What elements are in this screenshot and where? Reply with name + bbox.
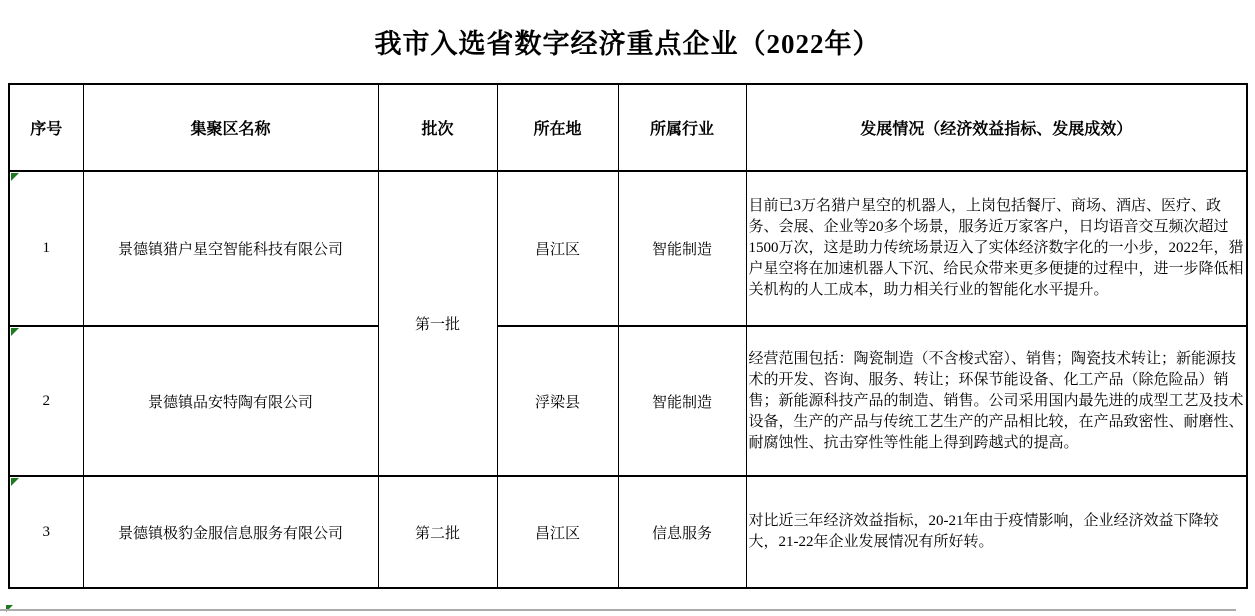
- cell-company-name: 景德镇猎户星空智能科技有限公司: [83, 171, 378, 326]
- cell-batch-merged: 第一批: [378, 171, 497, 476]
- cell-company-name: 景德镇品安特陶有限公司: [83, 326, 378, 476]
- header-industry: 所属行业: [618, 84, 746, 171]
- enterprise-table: [8, 83, 1248, 589]
- excel-error-indicator-icon: [11, 173, 19, 181]
- header-serial-number: 序号: [9, 84, 83, 171]
- header-location: 所在地: [497, 84, 618, 171]
- page-title: 我市入选省数字经济重点企业（2022年）: [374, 29, 881, 59]
- serial-number-text: 3: [42, 523, 50, 540]
- cell-company-name: 景德镇极豹金服信息服务有限公司: [83, 476, 378, 588]
- cropped-next-row-line: [0, 609, 1236, 611]
- cell-development: 对比近三年经济效益指标，20-21年由于疫情影响，企业经济效益下降较大，21-22年企业发展情况有所好转。: [746, 476, 1247, 588]
- header-cluster-name: 集聚区名称: [83, 84, 378, 171]
- cell-industry: 智能制造: [618, 326, 746, 476]
- cell-development: 目前已3万名猎户星空的机器人，上岗包括餐厅、商场、酒店、医疗、政务、会展、企业等20多个场景，服务近万家客户，日均语音交互频次超过1500万次，这是助力传统场景迈入了实体经济数字化的一小步，2022年，猎户星空将在加速机器人下沉、给民众带来更多便捷的过程中，进一步降低相关机构的人工成本，助力相关行业的智能化水平提升。: [746, 171, 1247, 326]
- header-development: 发展情况（经济效益指标、发展成效）: [746, 84, 1247, 171]
- cell-industry: 信息服务: [618, 476, 746, 588]
- cell-location: 昌江区: [497, 476, 618, 588]
- table-row: [9, 476, 1247, 588]
- header-batch: 批次: [378, 84, 497, 171]
- cell-serial-number: [9, 171, 83, 326]
- table-row: [9, 326, 1247, 476]
- excel-error-indicator-icon: [11, 328, 19, 336]
- cell-location: 昌江区: [497, 171, 618, 326]
- cell-development: 经营范围包括：陶瓷制造（不含梭式窑）、销售；陶瓷技术转让；新能源技术的开发、咨询、服务、转让；环保节能设备、化工产品（除危险品）销售；新能源科技产品的制造、销售。公司采用国内最先进的成型工艺及技术设备，生产的产品与传统工艺生产的产品相比较，在产品致密性、耐磨性、耐腐蚀性、抗击穿性等性能上得到跨越式的提高。: [746, 326, 1247, 476]
- cell-batch: 第二批: [378, 476, 497, 588]
- excel-error-indicator-icon: [11, 478, 19, 486]
- cell-industry: 智能制造: [618, 171, 746, 326]
- cell-location: 浮梁县: [497, 326, 618, 476]
- cell-serial-number: [9, 326, 83, 476]
- table-header-row: [9, 84, 1247, 171]
- cell-serial-number: [9, 476, 83, 588]
- table-row: [9, 171, 1247, 326]
- serial-number-text: 2: [42, 392, 50, 409]
- serial-number-text: 1: [42, 240, 50, 256]
